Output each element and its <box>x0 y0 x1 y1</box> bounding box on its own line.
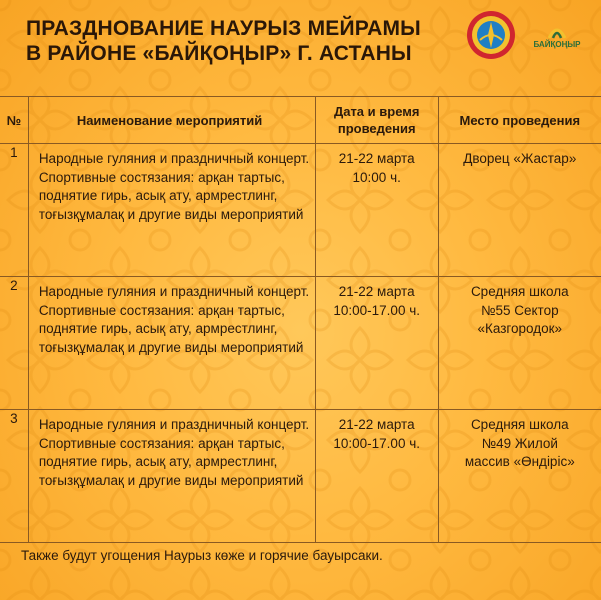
row-number: 3 <box>0 410 28 543</box>
table-row <box>0 277 601 410</box>
row-date: 21-22 марта 10:00 ч. <box>315 144 438 277</box>
row-number: 1 <box>0 144 28 277</box>
table-header-row <box>0 97 601 144</box>
events-table <box>0 96 601 543</box>
astana-emblem-icon <box>466 10 516 60</box>
row-name: Народные гуляния и праздничный концерт. Спортивные состязания: арқан тартыс, поднятие гирь, асық ату, армрестлинг, тоғызқұмалақ и другие виды мероприятий <box>28 277 315 410</box>
baikonur-logo-icon <box>527 20 587 42</box>
baikonur-logo-text: БАЙҚОҢЫР <box>533 40 581 49</box>
title-line-2: В РАЙОНЕ «БАЙҚОҢЫР» Г. АСТАНЫ <box>26 42 412 65</box>
row-name: Народные гуляния и праздничный концерт. Спортивные состязания: арқан тартыс, поднятие гирь, асық ату, армрестлинг, тоғызқұмалақ и другие виды мероприятий <box>28 144 315 277</box>
table-row <box>0 144 601 277</box>
title-line-1: ПРАЗДНОВАНИЕ НАУРЫЗ МЕЙРАМЫ <box>26 17 421 40</box>
row-date: 21-22 марта 10:00-17.00 ч. <box>315 277 438 410</box>
header-date: Дата и время проведения <box>315 97 438 144</box>
header-name: Наименование мероприятий <box>28 97 315 144</box>
header-place: Место проведения <box>438 97 601 144</box>
page-title <box>26 16 466 66</box>
row-place: Средняя школа №55 Сектор «Казгородок» <box>438 277 601 410</box>
row-date: 21-22 марта 10:00-17.00 ч. <box>315 410 438 543</box>
row-number: 2 <box>0 277 28 410</box>
baikonur-logo <box>527 20 587 56</box>
row-name: Народные гуляния и праздничный концерт. Спортивные состязания: арқан тартыс, поднятие гирь, асық ату, армрестлинг, тоғызқұмалақ и другие виды мероприятий <box>28 410 315 543</box>
row-place: Средняя школа №49 Жилой массив «Өндіріс» <box>438 410 601 543</box>
footer-note: Также будут угощения Наурыз көже и горячие бауырсаки. <box>21 548 383 563</box>
row-place: Дворец «Жастар» <box>438 144 601 277</box>
header-number: № <box>0 97 28 144</box>
table-row <box>0 410 601 543</box>
